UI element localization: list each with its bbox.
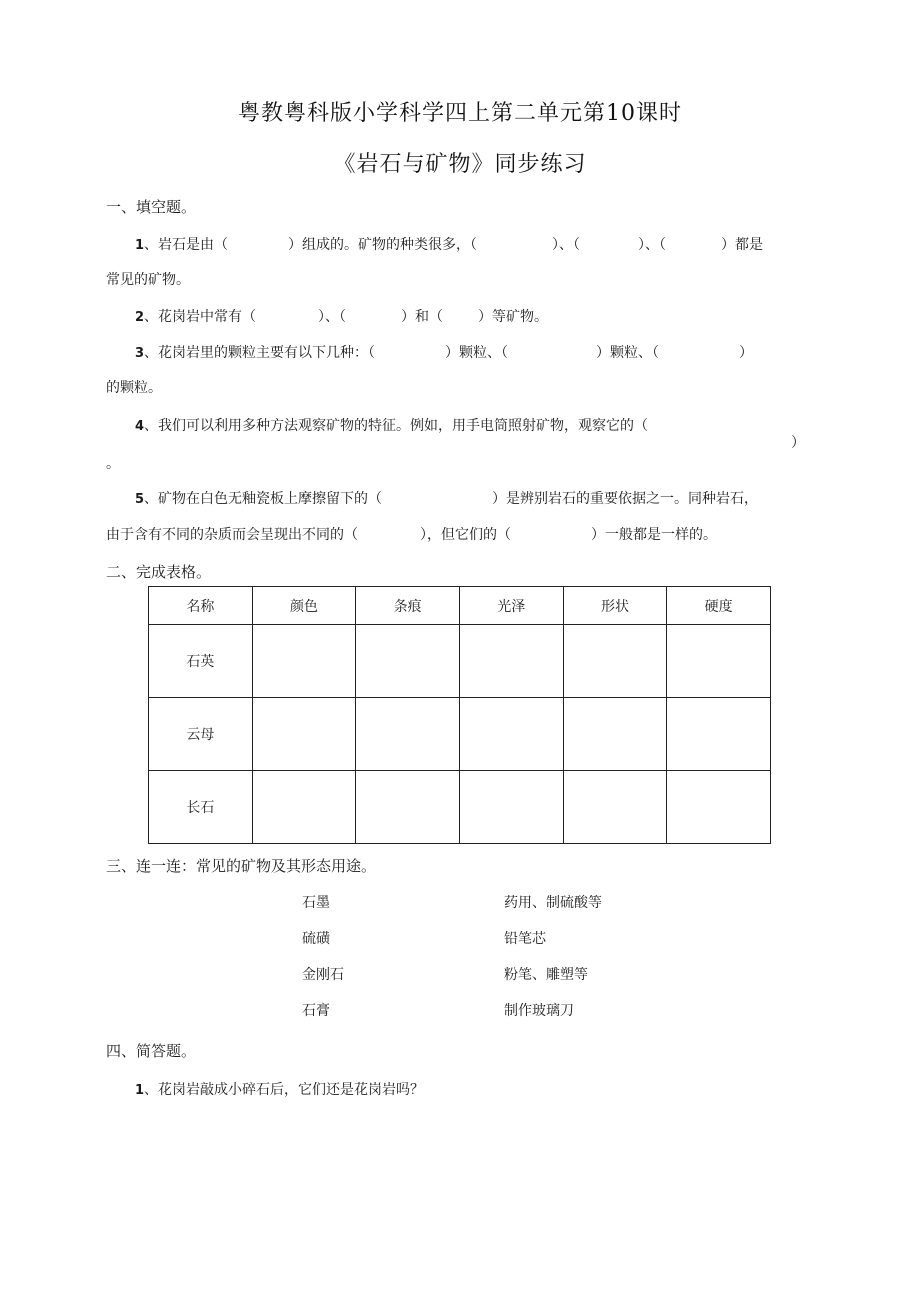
blank-cell [252, 698, 356, 771]
question-4-close-paren: ） [791, 435, 805, 451]
column-header: 条痕 [356, 587, 460, 625]
column-header: 硬度 [667, 587, 771, 625]
worksheet-subtitle: 《岩石与矿物》同步练习 [333, 152, 587, 177]
question-number: 5 [135, 492, 145, 507]
column-header: 名称 [149, 587, 253, 625]
section-short-answer: 四、简答题。 [106, 1042, 197, 1060]
section-table: 二、完成表格。 [106, 563, 212, 581]
row-label: 石英 [149, 625, 253, 698]
question-3: 3、花岗岩里的颗粒主要有以下几种：（ ）颗粒、（ ）颗粒、（ ） [135, 345, 754, 361]
question-1: 1、岩石是由（ ）组成的。矿物的种类很多，（ ）、（ ）、（ ）都是 [135, 237, 764, 253]
match-right-item: 粉笔、雕塑等 [504, 967, 588, 983]
blank-cell [356, 625, 460, 698]
blank-cell [356, 698, 460, 771]
mineral-table [148, 586, 771, 844]
question-number: 1 [135, 1083, 145, 1098]
match-right-item: 铅笔芯 [504, 931, 546, 947]
question-3-continued: 的颗粒。 [106, 380, 162, 396]
blank-cell [459, 625, 563, 698]
match-left-item: 石膏 [302, 1003, 330, 1019]
worksheet-title: 粤教粤科版小学科学四上第二单元第10课时 [238, 101, 682, 126]
row-label: 云母 [149, 698, 253, 771]
question-number: 4 [135, 419, 145, 434]
question-5-continued: 由于含有不同的杂质而会呈现出不同的（ ），但它们的（ ）一般都是一样的。 [106, 527, 717, 543]
blank-cell [252, 625, 356, 698]
question-4-continued: 。 [106, 456, 120, 472]
blank-cell [667, 771, 771, 844]
table-row [149, 698, 771, 771]
blank-cell [563, 698, 667, 771]
match-right-item: 药用、制硫酸等 [504, 895, 602, 911]
column-header: 形状 [563, 587, 667, 625]
short-answer-question-1: 1、花岗岩敲成小碎石后，它们还是花岗岩吗？ [135, 1082, 425, 1098]
table-row [149, 625, 771, 698]
question-number: 1 [135, 238, 145, 253]
match-left-item: 石墨 [302, 895, 330, 911]
blank-cell [356, 771, 460, 844]
question-5: 5、矿物在白色无釉瓷板上摩擦留下的（ ）是辨别岩石的重要依据之一。同种岩石， [135, 491, 759, 507]
question-number: 2 [135, 310, 145, 325]
table-row [149, 771, 771, 844]
question-number: 3 [135, 346, 145, 361]
blank-cell [563, 771, 667, 844]
blank-cell [667, 698, 771, 771]
question-4: 4、我们可以利用多种方法观察矿物的特征。例如，用手电筒照射矿物，观察它的（ [135, 418, 649, 434]
match-left-item: 金刚石 [302, 967, 344, 983]
column-header: 颜色 [252, 587, 356, 625]
blank-cell [563, 625, 667, 698]
section-fill-blank: 一、填空题。 [106, 198, 197, 216]
section-matching: 三、连一连：常见的矿物及其形态用途。 [106, 857, 377, 875]
blank-cell [252, 771, 356, 844]
blank-cell [459, 771, 563, 844]
blank-cell [459, 698, 563, 771]
blank-cell [667, 625, 771, 698]
question-1-continued: 常见的矿物。 [106, 272, 190, 288]
table-header-row [149, 587, 771, 625]
match-right-item: 制作玻璃刀 [504, 1003, 574, 1019]
question-2: 2、花岗岩中常有（ ）、（ ）和（ ）等矿物。 [135, 309, 549, 325]
column-header: 光泽 [459, 587, 563, 625]
row-label: 长石 [149, 771, 253, 844]
match-left-item: 硫磺 [302, 931, 330, 947]
